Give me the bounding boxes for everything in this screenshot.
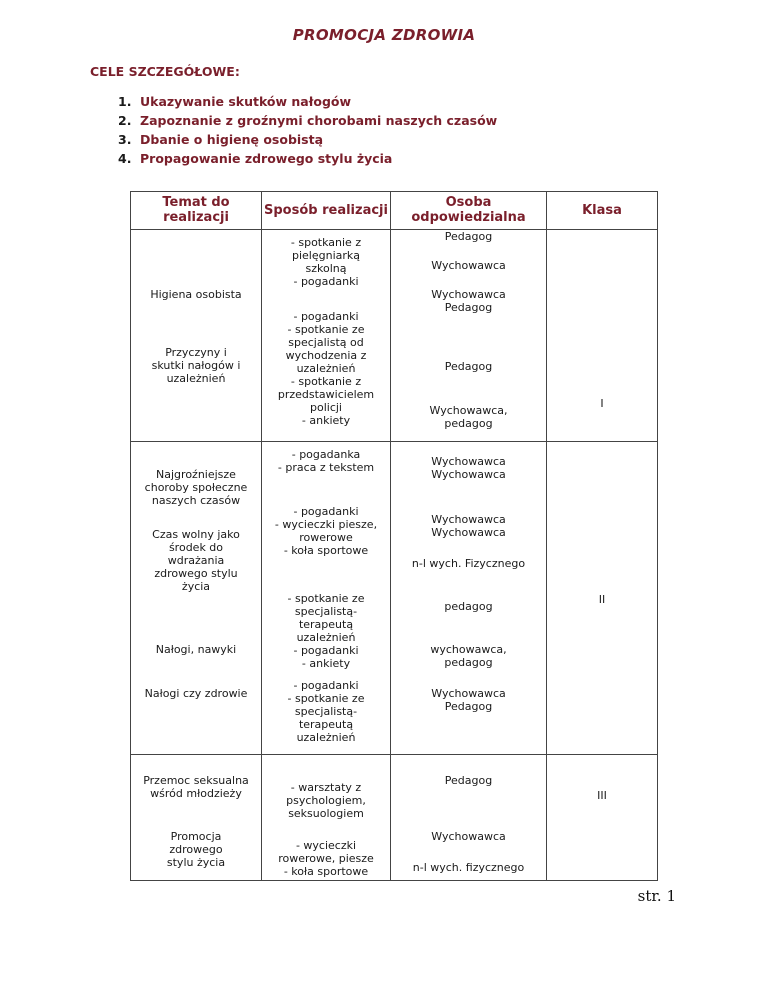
- table-cell-person: Wychowawca Pedagog: [431, 288, 506, 314]
- table-cell-method: - pogadanki - spotkanie ze specjalistą od wychodzenia z uzależnień - spotkanie z przedstawicielem policji - ankiety: [277, 310, 375, 427]
- section-subtitle: CELE SZCZEGÓŁOWE:: [90, 64, 240, 79]
- goal-text: Dbanie o higienę osobistą: [140, 132, 324, 147]
- table-cell-topic: Promocja zdrowego stylu życia: [166, 830, 226, 869]
- table-cell-method: - spotkanie ze specjalistą-terapeutą uzależnień - pogadanki - ankiety: [287, 592, 365, 670]
- table-cell-method: - spotkanie z pielęgniarką szkolną - pogadanki: [290, 236, 362, 288]
- goal-item: [118, 111, 497, 130]
- table-cell-person: Pedagog: [444, 774, 493, 787]
- table-cell-class: II: [598, 593, 606, 606]
- table-cell-method: - pogadanki - spotkanie ze specjalistą-terapeutą uzależnień: [287, 679, 365, 744]
- table-cell-person: Wychowawca, pedagog: [429, 404, 508, 430]
- table-cell-person: Pedagog: [444, 360, 493, 373]
- table-cell-topic: Przemoc seksualna wśród młodzieży: [143, 774, 249, 800]
- table-cell-person: Pedagog: [444, 230, 493, 243]
- table-cell-topic: Najgroźniejsze choroby społeczne naszych czasów: [144, 468, 248, 507]
- goal-text: Zapoznanie z groźnymi chorobami naszych czasów: [140, 113, 498, 128]
- table-cell-topic: Nałogi czy zdrowie: [144, 687, 248, 700]
- table-column-divider: [546, 191, 547, 881]
- table-cell-person: pedagog: [444, 600, 493, 613]
- table-cell-topic: Nałogi, nawyki: [155, 643, 237, 656]
- table-cell-method: - pogadanka - praca z tekstem: [277, 448, 375, 474]
- table-header-topic: Temat do realizacji: [162, 195, 230, 225]
- table-cell-person: Wychowawca Wychowawca: [431, 513, 506, 539]
- table-cell-topic: Przyczyny i skutki nałogów i uzależnień: [151, 346, 241, 385]
- goal-item: [118, 149, 497, 168]
- table-cell-person: Wychowawca Pedagog: [431, 687, 506, 713]
- table-cell-person: Wychowawca Wychowawca: [431, 455, 506, 481]
- page-title: PROMOCJA ZDROWIA: [292, 26, 476, 44]
- table-cell-class: I: [600, 397, 604, 410]
- goal-number: 2.: [118, 113, 132, 128]
- goal-text: Propagowanie zdrowego stylu życia: [140, 151, 393, 166]
- goal-item: [118, 130, 497, 149]
- goal-number: 4.: [118, 151, 132, 166]
- page-number: str. 1: [637, 887, 676, 905]
- table-cell-class: III: [597, 789, 607, 802]
- table-cell-person: n-l wych. Fizycznego: [411, 557, 526, 570]
- table-cell-method: - wycieczki rowerowe, piesze - koła sportowe: [278, 839, 374, 878]
- goal-number: 1.: [118, 94, 132, 109]
- goal-text: Ukazywanie skutków nałogów: [140, 94, 352, 109]
- table-cell-person: Wychowawca: [431, 259, 506, 272]
- table-header-class: Klasa: [582, 202, 622, 218]
- table-row-divider: [130, 754, 658, 755]
- goal-number: 3.: [118, 132, 132, 147]
- table-header-person: Osoba odpowiedzialna: [411, 195, 526, 225]
- table-cell-method: - pogadanki - wycieczki piesze, rowerowe - koła sportowe: [274, 505, 378, 557]
- table-cell-method: - warsztaty z psychologiem, seksuologiem: [286, 781, 366, 820]
- table-cell-person: n-l wych. fizycznego: [412, 861, 525, 874]
- table-cell-topic: Czas wolny jako środek do wdrażania zdrowego stylu życia: [152, 528, 240, 593]
- goal-item: [118, 92, 497, 111]
- table-cell-person: wychowawca, pedagog: [430, 643, 507, 669]
- table-header-method: Sposób realizacji: [264, 202, 388, 218]
- goals-list: [118, 92, 497, 168]
- table-cell-person: Wychowawca: [431, 830, 506, 843]
- table-row-divider: [130, 441, 658, 442]
- table-cell-topic: Higiena osobista: [150, 288, 242, 301]
